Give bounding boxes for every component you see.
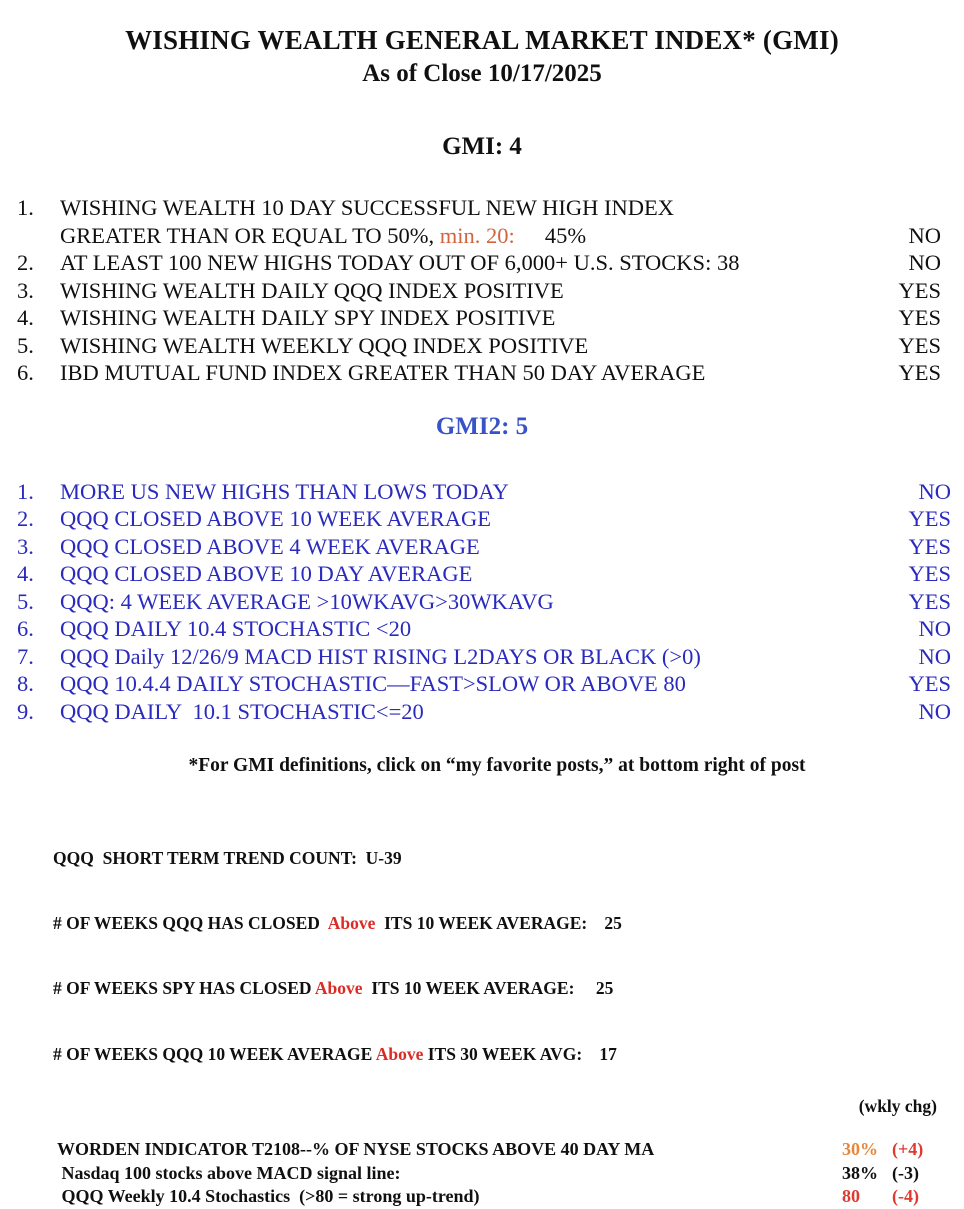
gmi2-item-6 [0,615,964,643]
indicator-weekly-change: (-3) [892,1162,964,1185]
page-title: WISHING WEALTH GENERAL MARKET INDEX* (GMI) [0,25,964,56]
gmi-item-5 [0,332,964,360]
item-number: 2. [0,249,57,277]
gmi-item-6 [0,359,964,387]
item-text: WISHING WEALTH WEEKLY QQQ INDEX POSITIVE [57,332,588,360]
gmi2-heading: GMI2: 5 [0,413,964,441]
gmi-list [0,194,964,387]
stat-suffix: ITS 30 WEEK AVG: [423,1044,595,1064]
indicator-value: 38% [842,1162,892,1185]
stat-prefix: # OF WEEKS QQQ 10 WEEK AVERAGE [53,1044,376,1064]
item-answer: YES [898,332,964,360]
item-number: 3. [0,533,57,561]
item-answer: NO [909,222,964,250]
item-answer: YES [898,304,964,332]
item-number: 4. [0,560,57,588]
weekly-change-header: (wkly chg) [0,1096,964,1117]
item-answer: YES [898,277,964,305]
weeks-qqq-10wk-above-30wk-line [53,1044,964,1066]
gmi2-item-7 [0,643,964,671]
gmi2-item-1 [0,478,964,506]
item-answer: NO [919,615,964,643]
item-text [57,222,586,250]
item-text: AT LEAST 100 NEW HIGHS TODAY OUT OF 6,000+ U.S. STOCKS: 38 [57,249,739,277]
item-number: 4. [0,304,57,332]
gmi-definitions-footnote: *For GMI definitions, click on “my favorite posts,” at bottom right of post [0,755,964,777]
gmi2-item-3 [0,533,964,561]
item-text: QQQ DAILY 10.4 STOCHASTIC <20 [57,615,411,643]
gmi2-item-8 [0,670,964,698]
stat-value: 25 [604,913,622,933]
gmi2-item-2 [0,505,964,533]
as-of-date: As of Close 10/17/2025 [0,60,964,88]
item-text: MORE US NEW HIGHS THAN LOWS TODAY [57,478,509,506]
item-number: 9. [0,698,57,726]
above-highlight: Above [315,978,363,998]
above-highlight: Above [328,913,376,933]
trend-count-line: QQQ SHORT TERM TREND COUNT: U-39 [53,848,964,870]
gmi-heading: GMI: 4 [0,133,964,161]
weeks-qqq-above-10wk-line [53,913,964,935]
indicator-label: WORDEN INDICATOR T2108--% OF NYSE STOCKS ABOVE 40 DAY MA [0,1138,842,1161]
item-number: 6. [0,359,57,387]
indicator-weekly-change: (-4) [892,1185,964,1208]
stat-prefix: # OF WEEKS QQQ HAS CLOSED [53,913,328,933]
item-number: 1. [0,194,57,222]
stats-block [53,804,964,1087]
stat-value: 25 [596,978,614,998]
item-text: QQQ CLOSED ABOVE 4 WEEK AVERAGE [57,533,480,561]
gmi2-list [0,478,964,726]
item-number: 2. [0,505,57,533]
item-text: WISHING WEALTH DAILY QQQ INDEX POSITIVE [57,277,564,305]
item-answer: YES [908,505,964,533]
item-text-prefix: GREATER THAN OR EQUAL TO 50%, [60,223,440,248]
item-number: 7. [0,643,57,671]
item-answer: YES [898,359,964,387]
item-answer: YES [908,670,964,698]
gmi-item-2 [0,249,964,277]
item-number-spacer [0,222,57,250]
gmi2-item-9 [0,698,964,726]
min-threshold-highlight: min. 20: [440,223,515,248]
stat-prefix: # OF WEEKS SPY HAS CLOSED [53,978,315,998]
worden-indicator-row [0,1138,964,1161]
item-answer: NO [919,643,964,671]
gmi-item-1-line-2 [0,222,964,250]
item-number: 5. [0,588,57,616]
item-answer: NO [919,698,964,726]
item-answer: NO [909,249,964,277]
item-text: QQQ 10.4.4 DAILY STOCHASTIC—FAST>SLOW OR ABOVE 80 [57,670,686,698]
item-number: 6. [0,615,57,643]
item-number: 3. [0,277,57,305]
item-number: 8. [0,670,57,698]
item-text: QQQ: 4 WEEK AVERAGE >10WKAVG>30WKAVG [57,588,554,616]
nasdaq-macd-row [0,1162,964,1185]
above-highlight: Above [376,1044,424,1064]
stat-suffix: ITS 10 WEEK AVERAGE: [363,978,592,998]
gmi-item-3 [0,277,964,305]
item-answer: YES [908,560,964,588]
item-text: QQQ Daily 12/26/9 MACD HIST RISING L2DAYS OR BLACK (>0) [57,643,701,671]
indicator-value: 30% [842,1138,892,1161]
item-answer: YES [908,588,964,616]
item-text: WISHING WEALTH DAILY SPY INDEX POSITIVE [57,304,555,332]
item-text: QQQ CLOSED ABOVE 10 DAY AVERAGE [57,560,472,588]
stat-value: 17 [599,1044,617,1064]
gmi-item-4 [0,304,964,332]
item-number: 5. [0,332,57,360]
item-text: QQQ CLOSED ABOVE 10 WEEK AVERAGE [57,505,491,533]
gmi2-item-5 [0,588,964,616]
indicator-weekly-change: (+4) [892,1138,964,1161]
item-answer: NO [919,478,964,506]
indicator-value: 80 [842,1185,892,1208]
gmi2-item-4 [0,560,964,588]
gmi-item-1-line-1 [0,194,964,222]
item-number: 1. [0,478,57,506]
item-text: WISHING WEALTH 10 DAY SUCCESSFUL NEW HIGH INDEX [57,194,674,222]
stat-suffix: ITS 10 WEEK AVERAGE: [375,913,600,933]
item-text: QQQ DAILY 10.1 STOCHASTIC<=20 [57,698,424,726]
weeks-spy-above-10wk-line [53,978,964,1000]
item-text: IBD MUTUAL FUND INDEX GREATER THAN 50 DAY AVERAGE [57,359,705,387]
indicator-table [0,1138,964,1208]
indicator-label: QQQ Weekly 10.4 Stochastics (>80 = strong up-trend) [0,1185,842,1208]
indicator-label: Nasdaq 100 stocks above MACD signal line: [0,1162,842,1185]
item-answer: YES [908,533,964,561]
current-value: 45% [545,223,586,248]
qqq-weekly-stochastics-row [0,1185,964,1208]
